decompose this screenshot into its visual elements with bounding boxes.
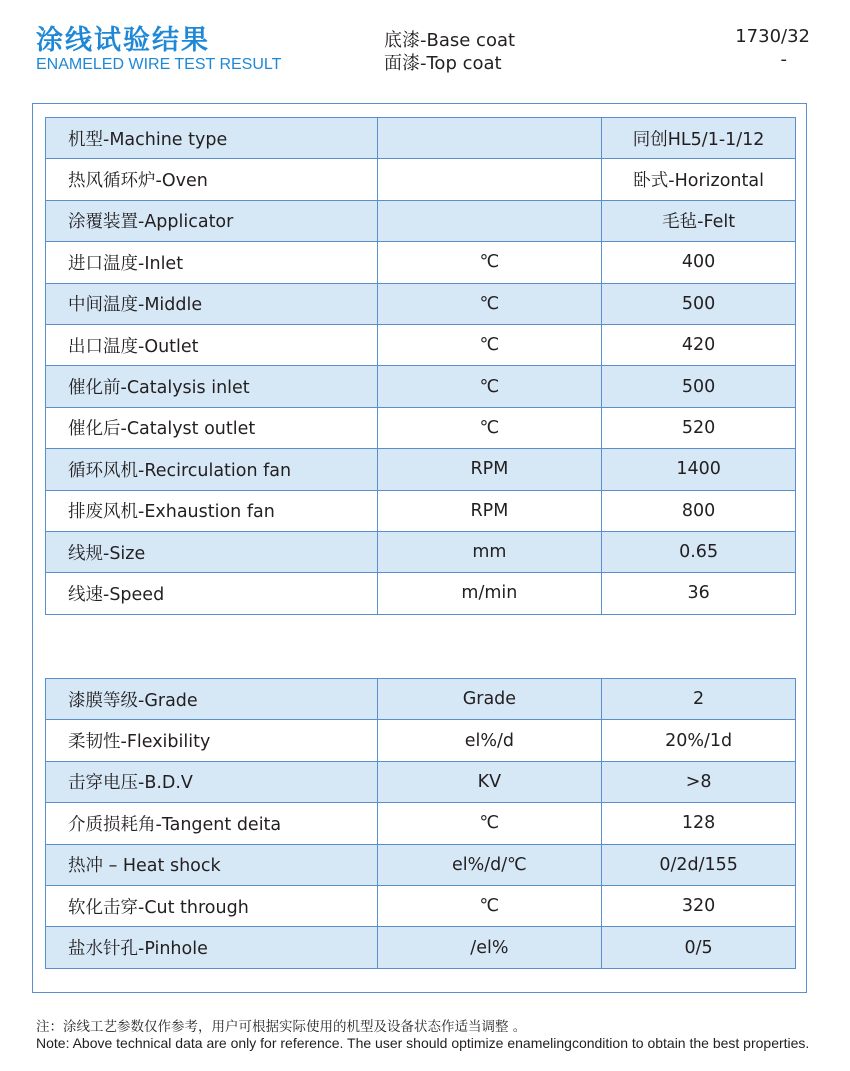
- param-value: 卧式-Horizontal: [602, 159, 796, 200]
- param-unit: RPM: [377, 490, 602, 531]
- result-unit: Grade: [377, 679, 602, 720]
- result-unit: ℃: [377, 803, 602, 844]
- param-unit: [377, 200, 602, 241]
- table-row: [46, 118, 796, 159]
- top-coat-label: 面漆-Top coat: [384, 53, 502, 74]
- param-label: 线规-Size: [46, 531, 378, 572]
- result-label: 盐水针孔-Pinhole: [46, 927, 378, 968]
- table-row: [46, 449, 796, 490]
- result-value: 320: [602, 885, 796, 926]
- test-results-table: [45, 678, 796, 969]
- result-label: 热冲 – Heat shock: [46, 844, 378, 885]
- result-value: >8: [602, 761, 796, 802]
- param-value: 800: [602, 490, 796, 531]
- result-unit: el%/d/℃: [377, 844, 602, 885]
- param-unit: [377, 118, 602, 159]
- result-label: 软化击穿-Cut through: [46, 885, 378, 926]
- param-value: 毛毡-Felt: [602, 200, 796, 241]
- result-label: 柔韧性-Flexibility: [46, 720, 378, 761]
- param-unit: mm: [377, 531, 602, 572]
- result-unit: ℃: [377, 885, 602, 926]
- table-row: [46, 573, 796, 614]
- param-label: 涂覆装置-Applicator: [46, 200, 378, 241]
- top-coat-value: -: [780, 49, 787, 70]
- param-label: 催化后-Catalyst outlet: [46, 407, 378, 448]
- param-label: 线速-Speed: [46, 573, 378, 614]
- param-value: 500: [602, 283, 796, 324]
- result-value: 0/5: [602, 927, 796, 968]
- param-unit: m/min: [377, 573, 602, 614]
- table-row: [46, 324, 796, 365]
- table-row: [46, 531, 796, 572]
- result-value: 2: [602, 679, 796, 720]
- table-row: [46, 679, 796, 720]
- param-unit: ℃: [377, 283, 602, 324]
- table-row: [46, 366, 796, 407]
- param-unit: ℃: [377, 242, 602, 283]
- param-value: 1400: [602, 449, 796, 490]
- table-row: [46, 803, 796, 844]
- param-value: 420: [602, 324, 796, 365]
- table-row: [46, 885, 796, 926]
- table-row: [46, 761, 796, 802]
- table-row: [46, 720, 796, 761]
- base-coat-label: 底漆-Base coat: [384, 30, 516, 51]
- result-unit: KV: [377, 761, 602, 802]
- result-unit: /el%: [377, 927, 602, 968]
- result-value: 128: [602, 803, 796, 844]
- table-row: [46, 200, 796, 241]
- note-cn: 注：涂线工艺参数仅作参考，用户可根据实际使用的机型及设备状态作适当调整 。: [36, 1019, 527, 1035]
- param-label: 催化前-Catalysis inlet: [46, 366, 378, 407]
- base-coat-value: 1730/32: [735, 26, 810, 47]
- table-row: [46, 283, 796, 324]
- param-unit: ℃: [377, 324, 602, 365]
- page-title-en: ENAMELED WIRE TEST RESULT: [36, 56, 282, 73]
- param-value: 400: [602, 242, 796, 283]
- param-value: 0.65: [602, 531, 796, 572]
- table-row: [46, 844, 796, 885]
- table-row: [46, 159, 796, 200]
- param-value: 同创HL5/1-1/12: [602, 118, 796, 159]
- param-label: 循环风机-Recirculation fan: [46, 449, 378, 490]
- table-row: [46, 927, 796, 968]
- param-unit: RPM: [377, 449, 602, 490]
- param-label: 热风循环炉-Oven: [46, 159, 378, 200]
- param-unit: [377, 159, 602, 200]
- table-row: [46, 242, 796, 283]
- result-unit: el%/d: [377, 720, 602, 761]
- param-label: 出口温度-Outlet: [46, 324, 378, 365]
- param-value: 36: [602, 573, 796, 614]
- param-value: 500: [602, 366, 796, 407]
- param-label: 机型-Machine type: [46, 118, 378, 159]
- page-title-cn: 涂线试验结果: [36, 25, 210, 56]
- result-value: 20%/1d: [602, 720, 796, 761]
- result-label: 漆膜等级-Grade: [46, 679, 378, 720]
- param-label: 进口温度-Inlet: [46, 242, 378, 283]
- result-label: 介质损耗角-Tangent deita: [46, 803, 378, 844]
- table-row: [46, 407, 796, 448]
- result-label: 击穿电压-B.D.V: [46, 761, 378, 802]
- param-unit: ℃: [377, 407, 602, 448]
- param-label: 中间温度-Middle: [46, 283, 378, 324]
- param-unit: ℃: [377, 366, 602, 407]
- result-value: 0/2d/155: [602, 844, 796, 885]
- table-row: [46, 490, 796, 531]
- process-parameters-table: [45, 117, 796, 615]
- note-en: Note: Above technical data are only for reference. The user should optimize enamelingcondition to obtain the best properties.: [36, 1035, 810, 1051]
- param-label: 排废风机-Exhaustion fan: [46, 490, 378, 531]
- param-value: 520: [602, 407, 796, 448]
